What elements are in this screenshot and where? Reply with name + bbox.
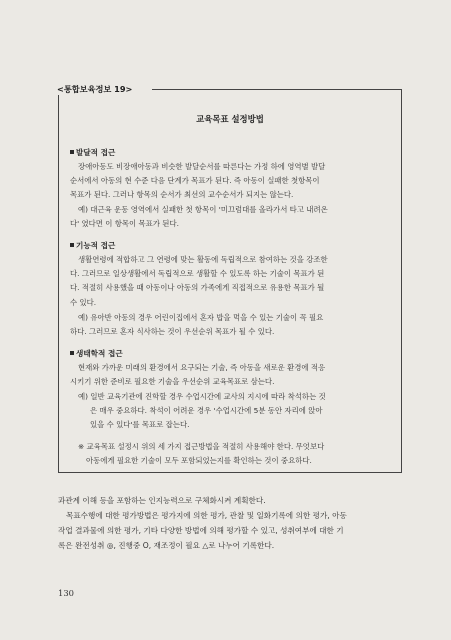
page-number: 130 xyxy=(58,588,74,598)
text-line: 순서에서 아동의 현 수준 다음 단계가 목표가 된다. 즉 아동이 실패한 첫항목이 xyxy=(70,176,320,186)
text-line: 은 매우 중요하다. 착석이 어려운 경우 '수업시간에 5분 동안 자리에 앉아 xyxy=(90,406,323,416)
text-line: 현재와 가까운 미래의 환경에서 요구되는 기술, 즉 아동을 새로운 환경에 적응 xyxy=(78,363,326,372)
text-line: 수 있다. xyxy=(70,297,97,307)
text-line: 다. 그러므로 일상생활에서 독립적으로 생활할 수 있도록 하는 기술이 목표가 된 xyxy=(70,269,325,279)
text-line: 아동에게 필요한 기술이 모두 포함되었는지를 확인하는 것이 중요하다. xyxy=(86,456,312,466)
text-line: 다. 적절히 사용했을 때 아동이나 아동의 가족에게 직접적으로 유용한 목표가 될 xyxy=(70,283,325,293)
body-text xyxy=(58,493,347,553)
text-line: 목표가 된다. 그러나 항목의 순서가 최선의 교수순서가 되지는 않는다. xyxy=(70,190,294,200)
text-line: 생활연령에 적합하고 그 연령에 맞는 활동에 독립적으로 참여하는 것을 강조한 xyxy=(78,255,328,264)
example-paragraph xyxy=(70,311,323,339)
square-bullet-icon xyxy=(70,150,74,154)
section-paragraph xyxy=(70,361,325,389)
section-heading-developmental xyxy=(70,147,115,158)
section-heading-functional xyxy=(70,240,115,251)
text-line: 예) 유아반 아동의 경우 어린이집에서 혼자 밥을 먹을 수 있는 기술이 꼭 필요 xyxy=(78,313,324,322)
text-line: 록은 완전성취 ◎, 진행중 O, 재조정이 필요 △로 나누어 기록한다. xyxy=(58,541,275,550)
section-heading-text: 생태학적 접근 xyxy=(76,349,123,358)
square-bullet-icon xyxy=(70,351,74,355)
text-line: 시키기 위한 준비로 필요한 기술을 우선순위 교육목표로 삼는다. xyxy=(70,377,275,387)
text-line: 예) 일반 교육기관에 진학할 경우 수업시간에 교사의 지시에 따라 착석하는 것 xyxy=(78,392,326,401)
box-tag: <통합보육정보 19> xyxy=(54,84,135,95)
section-paragraph xyxy=(70,253,328,310)
box-title: 교육목표 설정방법 xyxy=(196,114,264,124)
text-line: 과관계 이해 등을 포함하는 인지능력으로 구체화시켜 계획한다. xyxy=(58,496,266,505)
example-paragraph xyxy=(70,390,326,433)
text-line: ※ 교육목표 설정시 위의 세 가지 접근방법을 적절히 사용해야 한다. 무엇보다 xyxy=(78,442,325,451)
text-line: 하다. 그러므로 혼자 식사하는 것이 우선순위 목표가 될 수 있다. xyxy=(70,327,275,337)
section-heading-text: 발달적 접근 xyxy=(76,148,116,157)
text-line: 있을 수 있다'를 목표로 잡는다. xyxy=(90,420,190,430)
square-bullet-icon xyxy=(70,243,74,247)
text-line: 다' 였다면 이 항목이 목표가 된다. xyxy=(70,219,179,229)
text-line: 목표수행에 대한 평가방법은 평가지에 의한 평가, 관찰 및 일화기록에 의한 평가, 아동 xyxy=(66,511,347,520)
section-paragraph xyxy=(70,160,325,203)
note-paragraph xyxy=(78,440,324,468)
text-line: 장애아동도 비장애아동과 비슷한 발달순서를 따른다는 가정 하에 영역별 발달 xyxy=(78,162,326,171)
example-paragraph xyxy=(70,203,328,231)
section-heading-text: 기능적 접근 xyxy=(76,241,116,250)
section-heading-ecological xyxy=(70,348,123,359)
text-line: 작업 결과물에 의한 평가, 기타 다양한 방법에 의해 평가할 수 있고, 성취여부에 대한 기 xyxy=(58,526,344,535)
text-line: 예) 대근육 운동 영역에서 실패한 첫 항목이 '미끄럼대를 올라가서 타고 내려온 xyxy=(78,205,328,214)
